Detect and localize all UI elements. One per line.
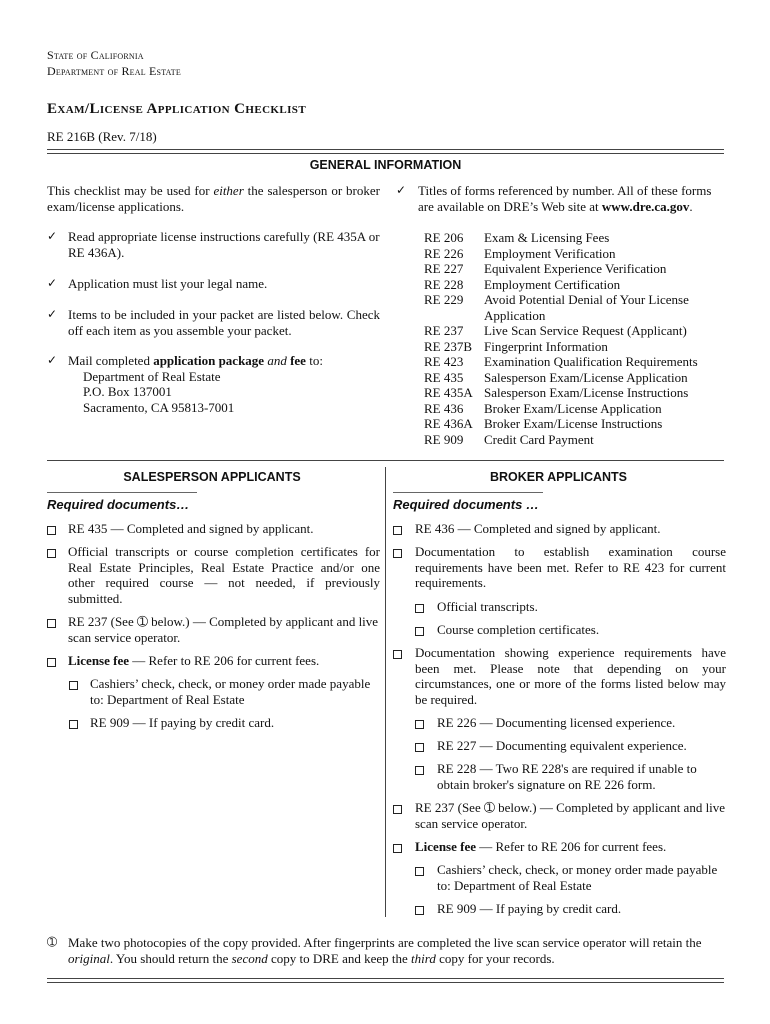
- forms-list-item: RE 423 Examination Qualification Requirements: [424, 354, 698, 369]
- checkbox[interactable]: [415, 627, 424, 636]
- broker-item-experience[interactable]: Documentation showing experience requirements have been met. Please note that depending on your circumstances, one or more of the forms listed below may be required.: [393, 645, 726, 707]
- header-divider: [47, 149, 724, 154]
- checkbox[interactable]: [393, 844, 402, 853]
- general-item-instructions: ✓ Read appropriate license instructions carefully (RE 435A or RE 436A).: [47, 229, 380, 260]
- checkbox[interactable]: [415, 906, 424, 915]
- broker-item-transcripts[interactable]: Official transcripts.: [415, 599, 726, 615]
- salesperson-item-license-fee[interactable]: License fee — Refer to RE 206 for current fees.: [47, 653, 380, 669]
- general-item-packet: ✓ Items to be included in your packet are listed below. Check off each item as you assemble your packet.: [47, 307, 380, 338]
- salesperson-fee-check[interactable]: Cashiers’ check, check, or money order made payable to: Department of Real Estate: [69, 676, 380, 707]
- forms-list-item: RE 227 Equivalent Experience Verification: [424, 261, 667, 276]
- checkmark-icon: ✓: [47, 353, 58, 367]
- general-item-legal-name: ✓ Application must list your legal name.: [47, 276, 268, 291]
- checkbox[interactable]: [47, 549, 56, 558]
- forms-list-item: RE 909 Credit Card Payment: [424, 431, 594, 447]
- broker-fee-check[interactable]: Cashiers’ check, check, or money order made payable to: Department of Real Estate: [415, 862, 726, 893]
- forms-list-item: RE 228 Employment Certification: [424, 276, 621, 292]
- broker-item-certificates[interactable]: Course completion certificates.: [415, 622, 726, 638]
- titles-note: ✓ Titles of forms referenced by number. All of these forms are available on DRE’s Web site at www.dre.ca.gov.: [396, 183, 712, 214]
- dre-website-link[interactable]: www.dre.ca.gov: [601, 198, 690, 214]
- checkbox[interactable]: [69, 681, 78, 690]
- salesperson-item-re237[interactable]: RE 237 (See ➀ below.) — Completed by applicant and live scan service operator.: [47, 614, 380, 645]
- checkbox[interactable]: [47, 658, 56, 667]
- salesperson-required-label: Required documents…: [47, 497, 190, 512]
- general-info-heading: GENERAL INFORMATION: [309, 158, 462, 172]
- checkbox[interactable]: [393, 650, 402, 659]
- checkmark-icon: ✓: [47, 307, 58, 321]
- checkbox[interactable]: [47, 526, 56, 535]
- page-title: Exam/License Application Checklist: [47, 101, 307, 117]
- column-divider: [385, 467, 386, 917]
- general-item-mail: ✓ Mail completed application package and fee to: Department of Real Estate P.O. Box 137001 Sacramento, CA 95813-7001: [47, 353, 380, 415]
- required-rule: [47, 492, 197, 493]
- checkbox[interactable]: [393, 526, 402, 535]
- broker-item-re228[interactable]: RE 228 — Two RE 228's are required if unable to obtain broker's signature on RE 226 form.: [415, 761, 726, 792]
- forms-list-item: RE 237B Fingerprint Information: [424, 338, 608, 354]
- forms-list-item: RE 436A Broker Exam/License Instructions: [424, 416, 663, 431]
- broker-item-re237[interactable]: RE 237 (See ➀ below.) — Completed by applicant and live scan service operator.: [393, 800, 726, 831]
- checkbox[interactable]: [415, 604, 424, 613]
- broker-item-course-docs[interactable]: Documentation to establish examination course requirements have been met. Refer to RE 423 for current requirements.: [393, 544, 726, 591]
- forms-list-item: RE 206 Exam & Licensing Fees: [424, 230, 610, 245]
- mail-address-line: P.O. Box 137001: [83, 384, 172, 400]
- forms-list: [424, 230, 724, 447]
- salesperson-heading: SALESPERSON APPLICANTS: [123, 470, 301, 484]
- footnote: ➀ Make two photocopies of the copy provided. After fingerprints are completed the live scan service operator will retain the original. You should return the second copy to DRE and keep the third copy for your records.: [47, 935, 702, 966]
- broker-required-label: Required documents …: [393, 497, 539, 512]
- broker-item-re226[interactable]: RE 226 — Documenting licensed experience.: [415, 715, 726, 731]
- state-line: State of California: [47, 48, 144, 62]
- footer-divider: [47, 978, 724, 983]
- broker-item-re227[interactable]: RE 227 — Documenting equivalent experience.: [415, 738, 726, 754]
- broker-fee-credit-card[interactable]: RE 909 — If paying by credit card.: [415, 901, 726, 917]
- mail-address-line: Department of Real Estate: [83, 368, 221, 384]
- salesperson-item-re435[interactable]: RE 435 — Completed and signed by applicant.: [47, 521, 380, 537]
- checkbox[interactable]: [69, 720, 78, 729]
- intro-text: This checklist may be used for either the salesperson or broker exam/license applications.: [47, 183, 380, 214]
- required-rule: [393, 492, 543, 493]
- section-divider: [47, 460, 724, 461]
- checkbox[interactable]: [393, 805, 402, 814]
- checkmark-icon: ✓: [47, 229, 58, 243]
- department-line: Department of Real Estate: [47, 64, 181, 78]
- checkbox[interactable]: [415, 766, 424, 775]
- salesperson-item-transcripts[interactable]: Official transcripts or course completion certificates for Real Estate Principles, Real Estate Practice and/or one other required course — not needed, if previously submitted.: [47, 544, 380, 606]
- forms-list-item: RE 237 Live Scan Service Request (Applicant): [424, 323, 687, 338]
- forms-list-item: RE 229 Avoid Potential Denial of Your License Application: [424, 292, 689, 323]
- checkbox[interactable]: [415, 867, 424, 876]
- forms-list-item: RE 435A Salesperson Exam/License Instructions: [424, 385, 689, 400]
- broker-item-license-fee[interactable]: License fee — Refer to RE 206 for current fees.: [393, 839, 726, 855]
- broker-item-re436[interactable]: RE 436 — Completed and signed by applicant.: [393, 521, 726, 537]
- checkbox[interactable]: [393, 549, 402, 558]
- forms-list-item: RE 435 Salesperson Exam/License Application: [424, 369, 688, 385]
- checkmark-icon: ✓: [47, 276, 58, 290]
- form-number: RE 216B (Rev. 7/18): [47, 129, 157, 144]
- forms-list-item: RE 226 Employment Verification: [424, 245, 616, 261]
- mail-address-line: Sacramento, CA 95813-7001: [83, 399, 235, 415]
- forms-list-item: RE 436 Broker Exam/License Application: [424, 400, 662, 416]
- checkbox[interactable]: [415, 743, 424, 752]
- footnote-marker-icon: ➀: [47, 935, 58, 949]
- salesperson-fee-credit-card[interactable]: RE 909 — If paying by credit card.: [69, 715, 380, 731]
- checkbox[interactable]: [415, 720, 424, 729]
- checkmark-icon: ✓: [396, 183, 407, 197]
- checkbox[interactable]: [47, 619, 56, 628]
- broker-heading: BROKER APPLICANTS: [489, 470, 628, 484]
